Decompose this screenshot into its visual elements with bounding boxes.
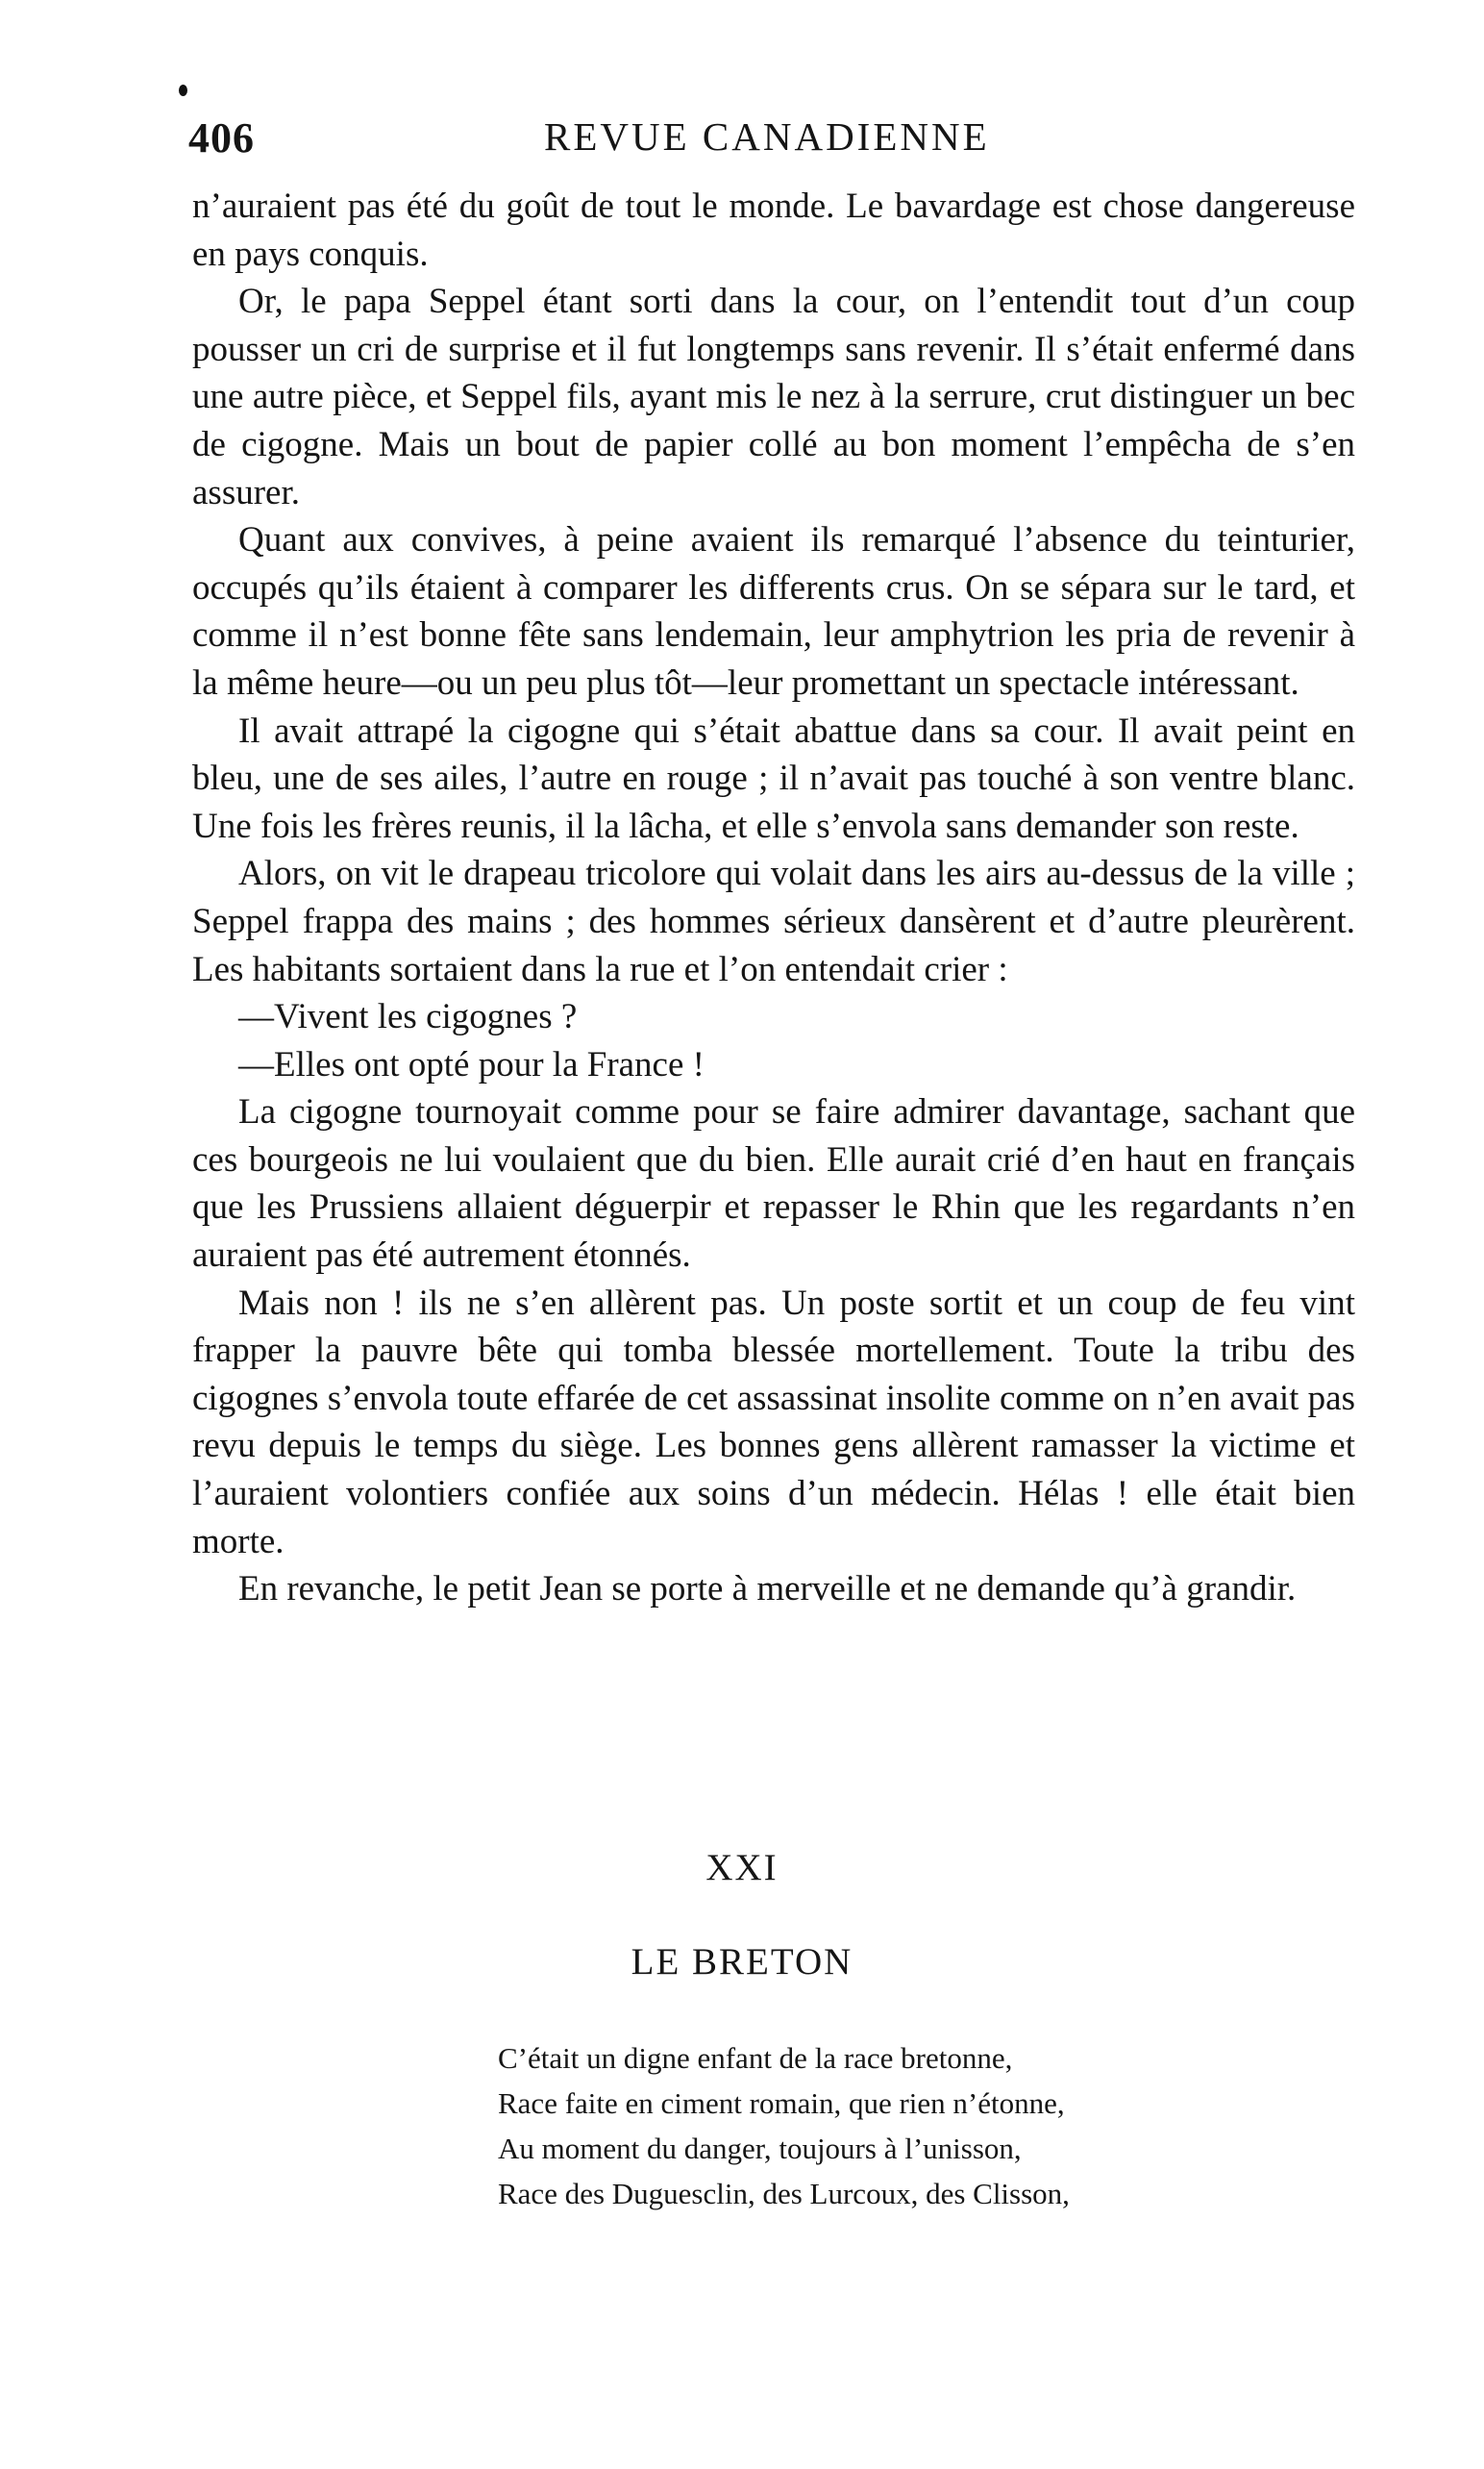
paragraph: Il avait attrapé la cigogne qui s’était abattue dans sa cour. Il avait peint en bleu, une de ses ailes, l’autre en rouge ; il n’avait pas touché à son ventre blanc. Une fois les frères reunis, il la lâcha, et elle s’envola sans demander son reste.	[192, 711, 1355, 846]
paragraph: n’auraient pas été du goût de tout le monde. Le bavardage est chose dangereuse en pays conquis.	[192, 187, 1355, 274]
section-number: XXI	[705, 1847, 779, 1888]
paragraph: Mais non ! ils ne s’en allèrent pas. Un poste sortit et un coup de feu vint frapper la pauvre bête qui tomba blessée mortellement. Toute la tribu des cigognes s’envola toute effarée de cet assassinat insolite comme on n’en avait pas revu depuis le temps du siège. Les bonnes gens allèrent ramasser la victime et l’auraient volontiers confiée aux soins d’un médecin. Hélas ! elle était bien morte.	[192, 1283, 1355, 1561]
poem-line: C’était un digne enfant de la race bretonne,	[498, 2041, 1013, 2075]
paragraph: En revanche, le petit Jean se porte à merveille et ne demande qu’à grandir.	[238, 1569, 1297, 1609]
page-number: 406	[188, 114, 255, 162]
running-head	[188, 113, 1390, 171]
dialogue-line: —Vivent les cigognes ?	[238, 997, 578, 1037]
poem	[498, 2035, 1070, 2216]
journal-title: REVUE CANADIENNE	[544, 114, 990, 159]
poem-line: Race faite en ciment romain, que rien n’étonne,	[498, 2086, 1065, 2120]
ink-speck	[179, 85, 187, 96]
body-text	[192, 183, 1355, 1613]
dialogue-line: —Elles ont opté pour la France !	[238, 1044, 705, 1085]
paragraph: La cigogne tournoyait comme pour se faire admirer davantage, sachant que ces bourgeois ne lui voulaient que du bien. Elle aurait crié d’en haut en français que les Prussiens allaient déguerpir et repasser le Rhin que les regardants n’en auraient pas été autrement étonnés.	[192, 1092, 1355, 1276]
paragraph: Alors, on vit le drapeau tricolore qui volait dans les airs au-dessus de la ville ; Seppel frappa des mains ; des hommes sérieux dansèrent et d’autre pleurèrent. Les habitants sortaient dans la rue et l’on entendait crier :	[192, 854, 1355, 989]
paragraph: Quant aux convives, à peine avaient ils remarqué l’absence du teinturier, occupés qu’ils étaient à comparer les differents crus. On se sépara sur le tard, et comme il n’est bonne fête sans lendemain, leur amphytrion les pria de revenir à la même heure—ou un peu plus tôt—leur promettant un spectacle intéressant.	[192, 520, 1355, 703]
section-title: LE BRETON	[631, 1941, 853, 1983]
poem-line: Race des Duguesclin, des Lurcoux, des Clisson,	[498, 2177, 1070, 2210]
poem-line: Au moment du danger, toujours à l’unisson,	[498, 2132, 1022, 2165]
paragraph: Or, le papa Seppel étant sorti dans la cour, on l’entendit tout d’un coup pousser un cri de surprise et il fut longtemps sans revenir. Il s’était enfermé dans une autre pièce, et Seppel fils, ayant mis le nez à la serrure, crut distinguer un bec de cigogne. Mais un bout de papier collé au bon moment l’empêcha de s’en assurer.	[192, 282, 1355, 512]
